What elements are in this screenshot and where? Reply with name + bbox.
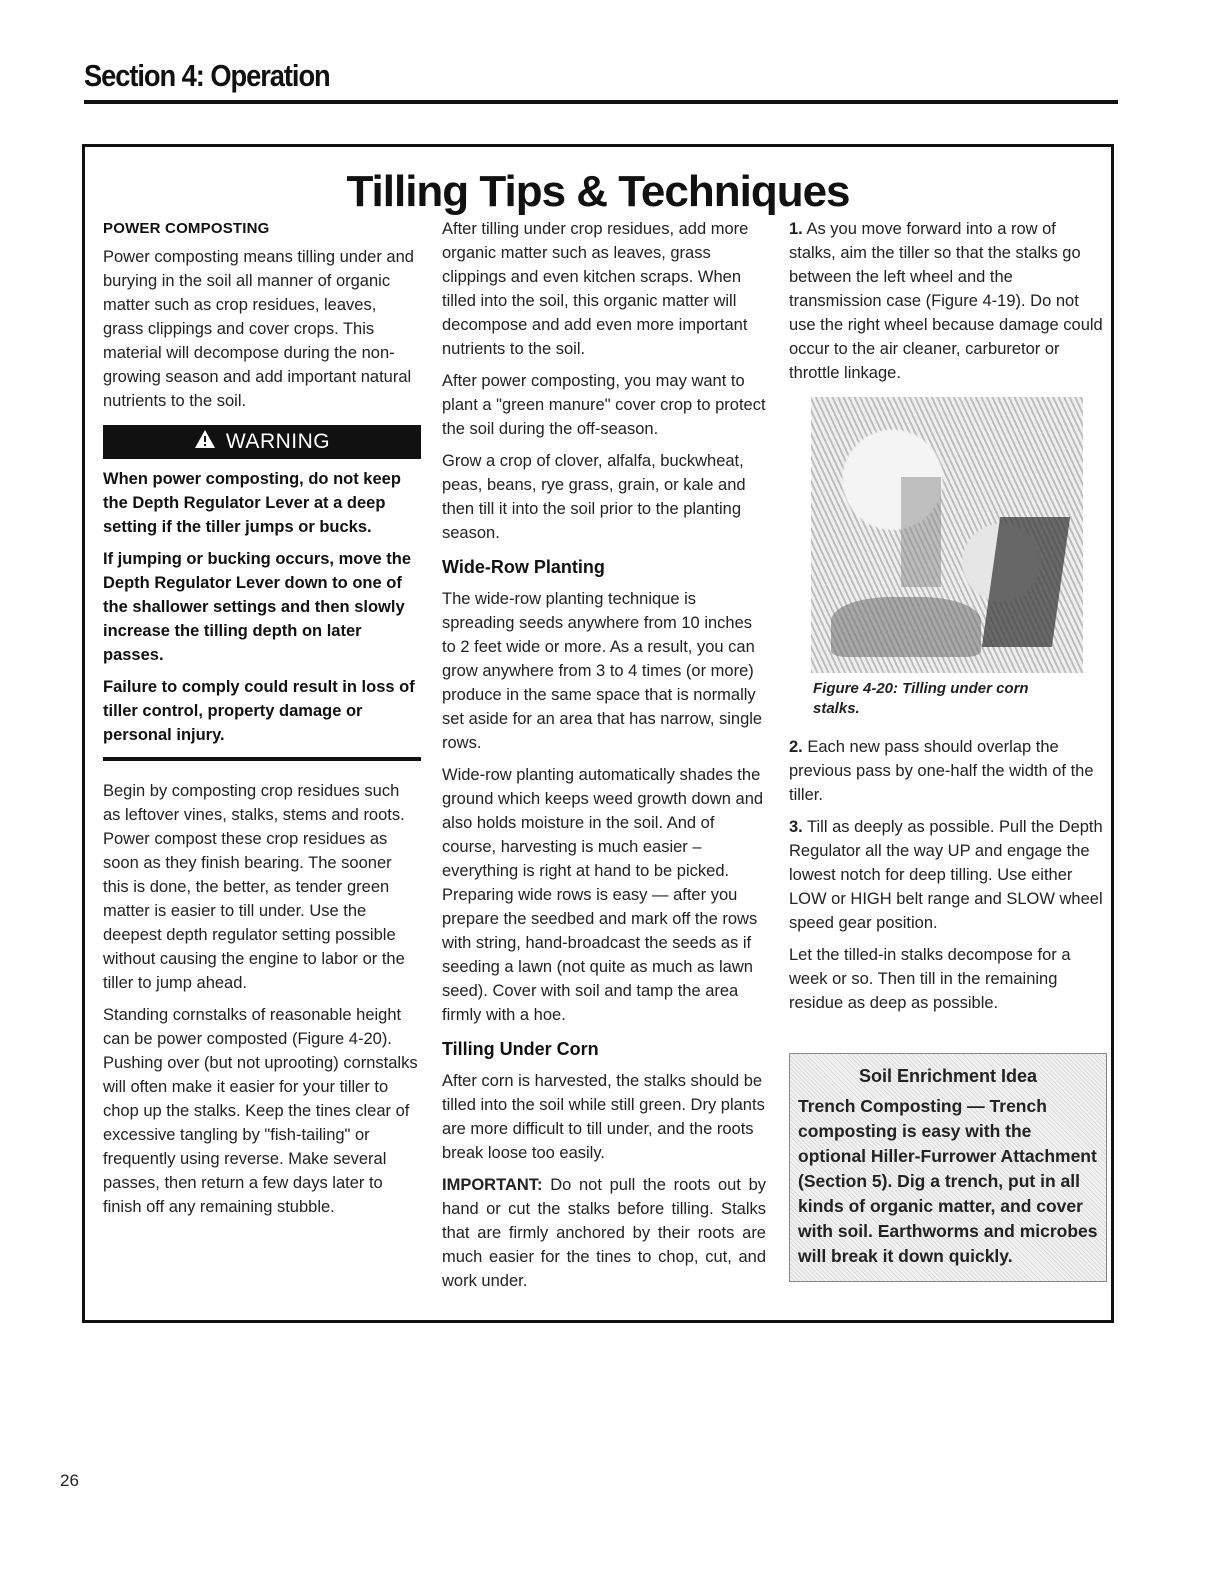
step-number: 2. [789, 738, 803, 756]
warning-triangle-icon [194, 429, 216, 455]
section-title: Section 4: Operation [84, 58, 330, 93]
body-paragraph: After corn is harvested, the stalks should be tilled into the soil while still green. Dry plants are more difficult to till under, and the roots break loose too easily. [442, 1072, 765, 1162]
important-label: IMPORTANT: [442, 1176, 543, 1194]
column-2 [442, 217, 766, 1301]
body-paragraph: After tilling under crop residues, add more organic matter such as leaves, grass clippings and even kitchen scraps. When tilled into the soil, this organic matter will decompose and add even more important nutrients to the soil. [442, 220, 749, 358]
page-number: 26 [60, 1471, 79, 1490]
power-composting-intro: Power composting means tilling under and burying in the soil all manner of organic matter such as crop residues, leaves, grass clippings and cover crops. This material will decompose during the non-growing season and add important natural nutrients to the soil. [103, 248, 414, 410]
body-paragraph: The wide-row planting technique is spreading seeds anywhere from 10 inches to 2 feet wide or more. As a result, you can grow anywhere from 3 to 4 times (or more) produce in the same space that is normally set aside for an area that has narrow, single rows. [442, 590, 763, 752]
step-number: 1. [789, 220, 803, 238]
warning-paragraph: If jumping or bucking occurs, move the Depth Regulator Lever down to one of the shallower settings and then slowly increase the tilling depth on later passes. [103, 550, 412, 664]
tip-body: Trench Composting — Trench composting is easy with the optional Hiller-Furrower Attachment (Section 5). Dig a trench, put in all kinds of organic matter, and cover with soil. Earthworms and microbes will break it down quickly. [798, 1096, 1098, 1266]
tips-frame [82, 144, 1114, 1323]
warning-divider [103, 757, 421, 761]
tip-title: Soil Enrichment Idea [858, 1066, 1038, 1086]
warning-paragraph: Failure to comply could result in loss of tiller control, property damage or personal injury. [103, 678, 415, 744]
step-3-followup: Let the tilled-in stalks decompose for a week or so. Then till in the remaining residue as deep as possible. [789, 946, 1071, 1012]
body-paragraph: After power composting, you may want to plant a "green manure" cover crop to protect the soil during the off-season. [442, 372, 766, 438]
step-3 [789, 815, 1104, 935]
column-1 [103, 217, 421, 1227]
warning-text [103, 467, 421, 747]
tilling-corn-heading: Tilling Under Corn [442, 1039, 599, 1059]
important-text: Do not pull the roots out by hand or cut the stalks before tilling. Stalks that are firmly anchored by their roots are much easier for the tines to chop, cut, and work under. [442, 1176, 766, 1290]
soil-enrichment-tip-box [789, 1053, 1107, 1282]
warning-label: WARNING [225, 430, 331, 453]
important-paragraph [442, 1173, 766, 1293]
composting-paragraph: Standing cornstalks of reasonable height can be power composted (Figure 4-20). Pushing over (but not uprooting) cornstalks will often make it easier for your tiller to chop up the stalks. Keep the tines clear of excessive tangling by "fish-tailing" or frequently using reverse. Make several passes, then return a few days later to finish off any remaining stubble. [103, 1006, 418, 1216]
composting-paragraph: Begin by composting crop residues such as leftover vines, stalks, stems and roots. Power compost these crop residues as soon as they finish bearing. The sooner this is done, the better, as tender green matter is easier to till under. Use the deepest depth regulator setting possible without causing the engine to labor or the tiller to jump ahead. [103, 782, 405, 992]
page-title: Tilling Tips & Techniques [346, 167, 850, 216]
step-text: Till as deeply as possible. Pull the Depth Regulator all the way UP and engage the lowest notch for deep tilling. Use either LOW or HIGH belt range and SLOW wheel speed gear position. [789, 818, 1103, 932]
step-1 [789, 217, 1104, 385]
figure-caption: Figure 4-20: Tilling under corn stalks. [813, 680, 1029, 717]
step-text: As you move forward into a row of stalks, aim the tiller so that the stalks go between the left wheel and the transmission case (Figure 4-19). Do not use the right wheel because damage could occur to the air cleaner, carburetor or throttle linkage. [789, 220, 1103, 382]
step-text: Each new pass should overlap the previous pass by one-half the width of the tiller. [789, 738, 1094, 804]
power-composting-heading: POWER COMPOSTING [103, 220, 270, 237]
wide-row-heading: Wide-Row Planting [442, 557, 605, 577]
warning-banner [103, 425, 421, 459]
column-3 [789, 217, 1104, 1282]
section-header [84, 58, 1118, 104]
body-paragraph: Grow a crop of clover, alfalfa, buckwheat, peas, beans, rye grass, grain, or kale and then till it into the soil prior to the planting season. [442, 452, 746, 542]
figure-photo [811, 397, 1083, 673]
body-paragraph: Wide-row planting automatically shades the ground which keeps weed growth down and also holds moisture in the soil. And of course, harvesting is much easier – everything is right at hand to be picked. Preparing wide rows is easy — after you prepare the seedbed and mark off the rows with string, hand-broadcast the seeds as if seeding a lawn (not quite as much as lawn seed). Cover with soil and tamp the area firmly with a hoe. [442, 766, 764, 1024]
warning-paragraph: When power composting, do not keep the Depth Regulator Lever at a deep setting if the tiller jumps or bucks. [103, 470, 401, 536]
step-number: 3. [789, 818, 803, 836]
step-2 [789, 735, 1104, 807]
